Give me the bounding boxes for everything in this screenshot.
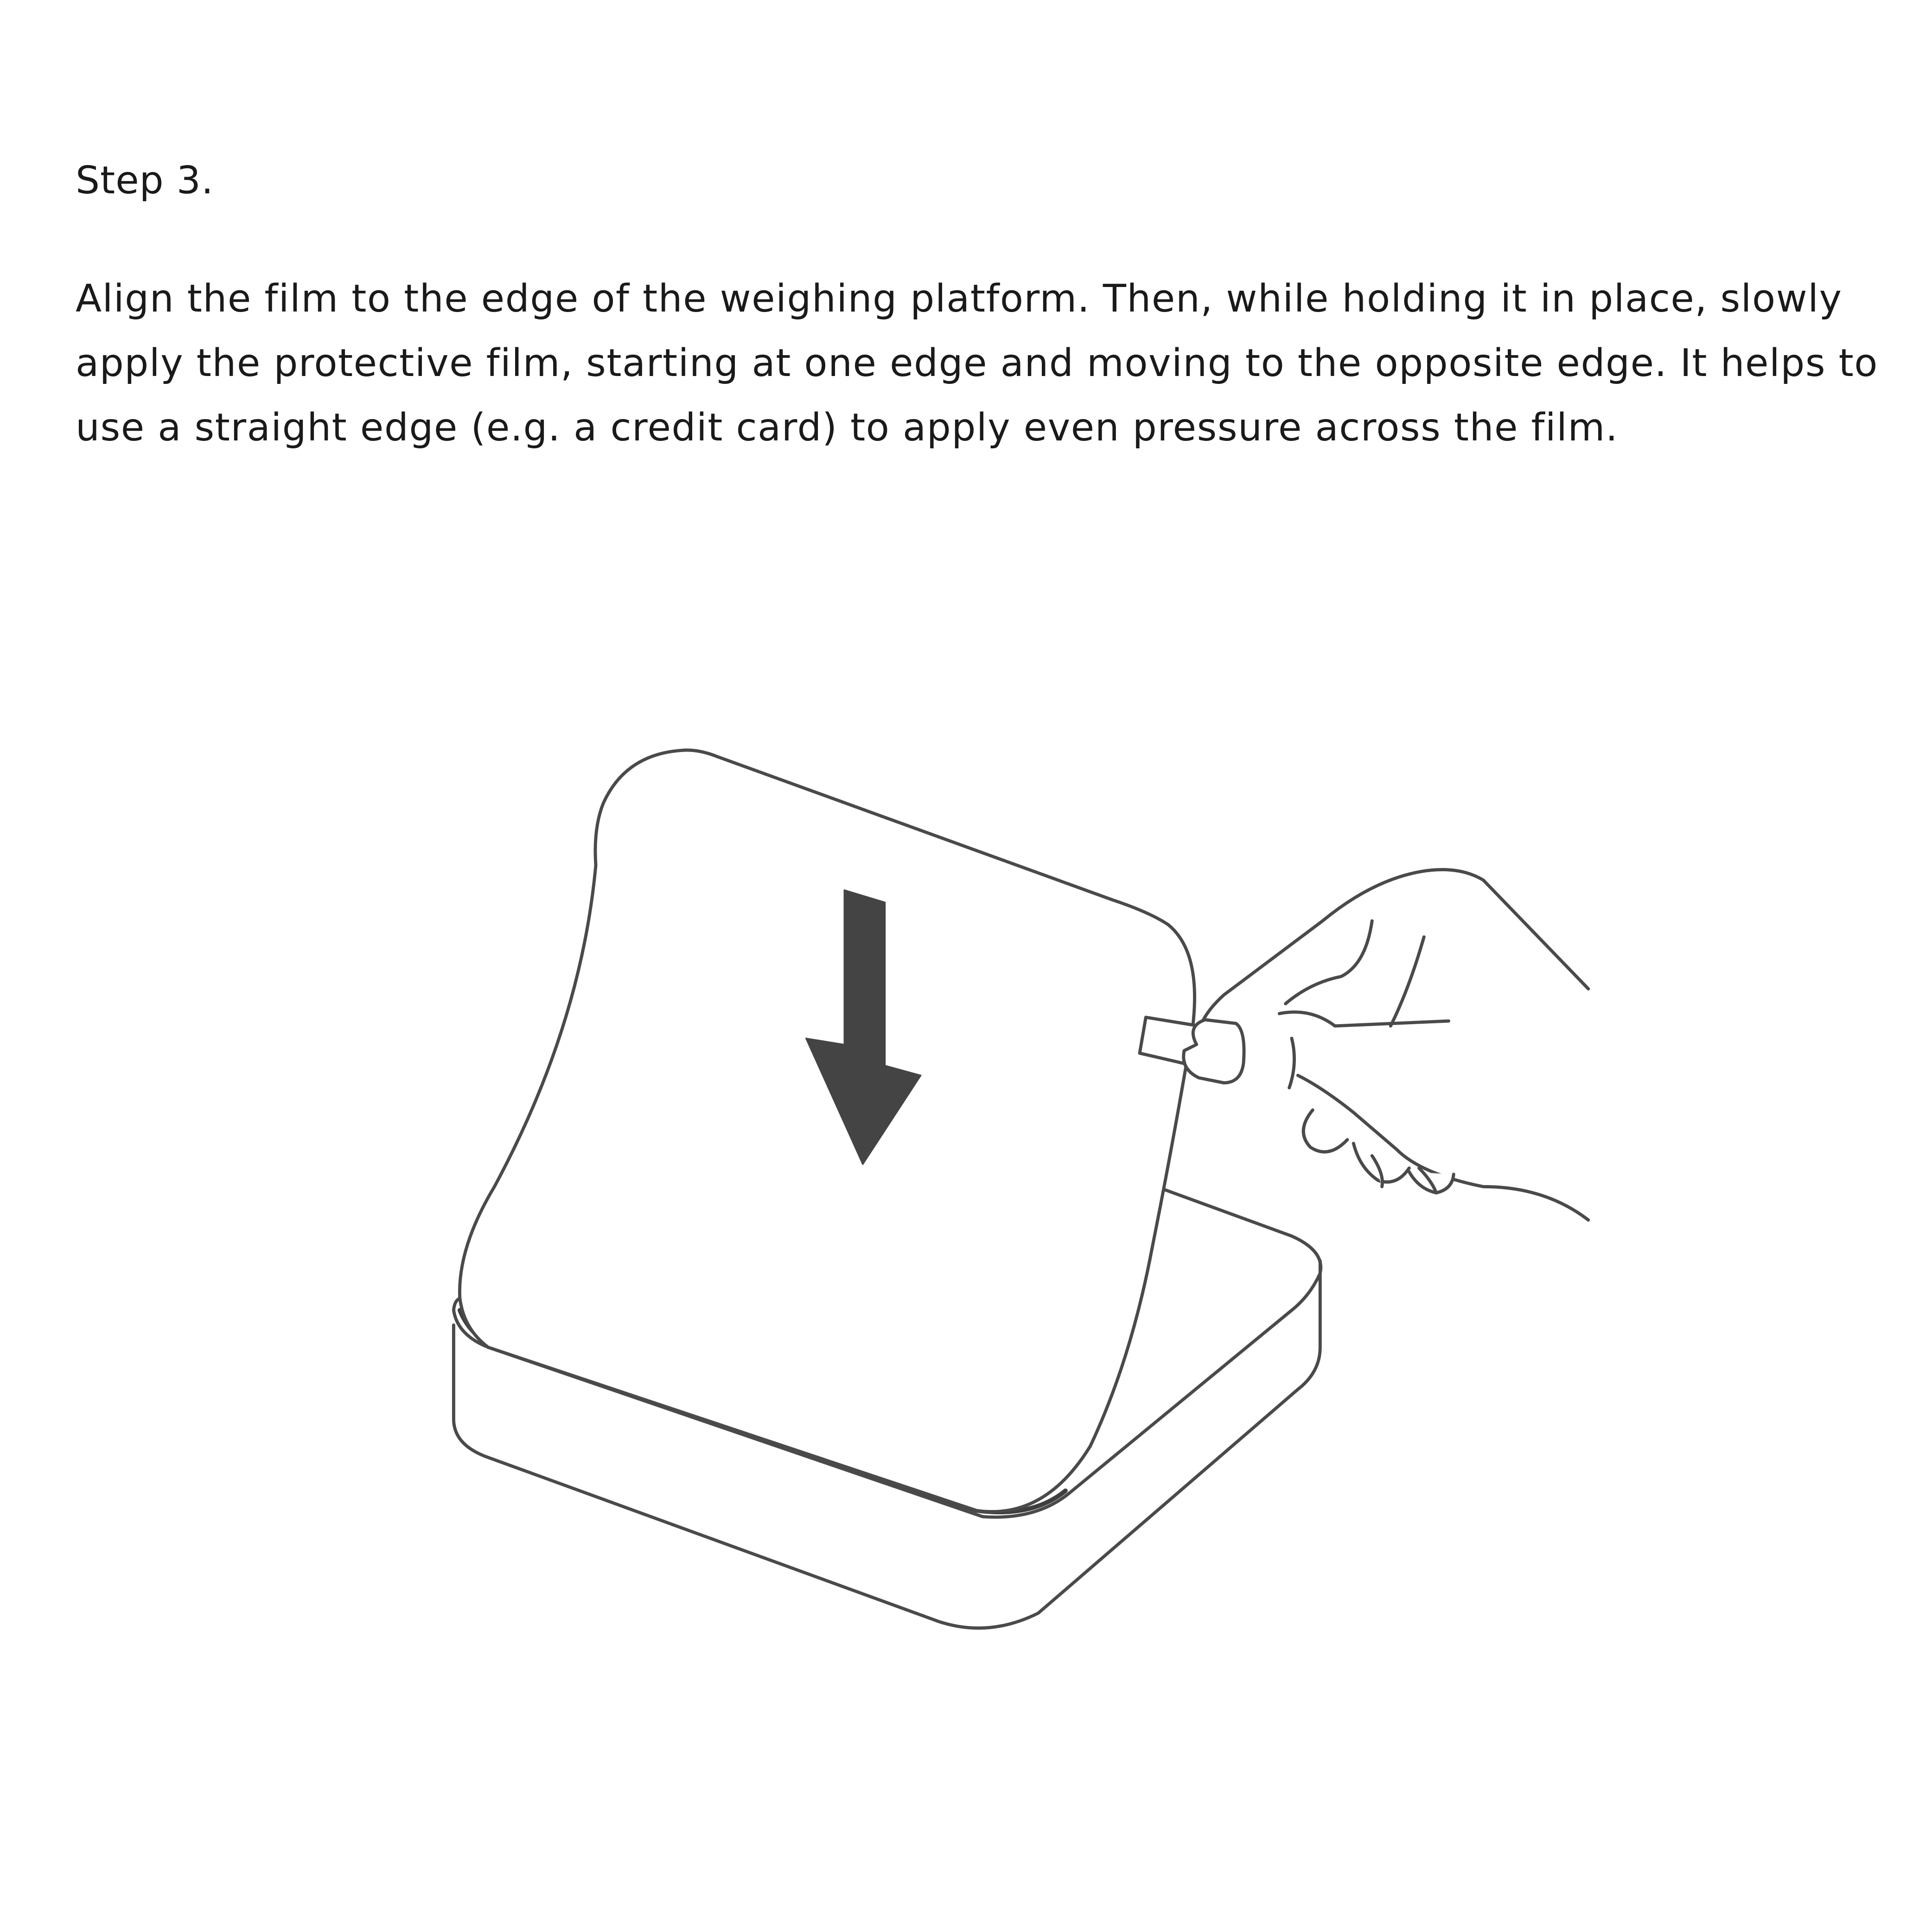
- instructions-line: apply the protective film, starting at one edge and moving to the opposite edge. It helps to: [76, 341, 1878, 385]
- protective-film: [459, 750, 1194, 1511]
- hand-icon: [1184, 870, 1588, 1220]
- instructions-line: use a straight edge (e.g. a credit card) to apply even pressure across the film.: [76, 406, 1619, 450]
- step-title: Step 3.: [76, 159, 214, 203]
- instructions-line: Align the film to the edge of the weighing platform. Then, while holding it in place, slowly: [76, 277, 1843, 321]
